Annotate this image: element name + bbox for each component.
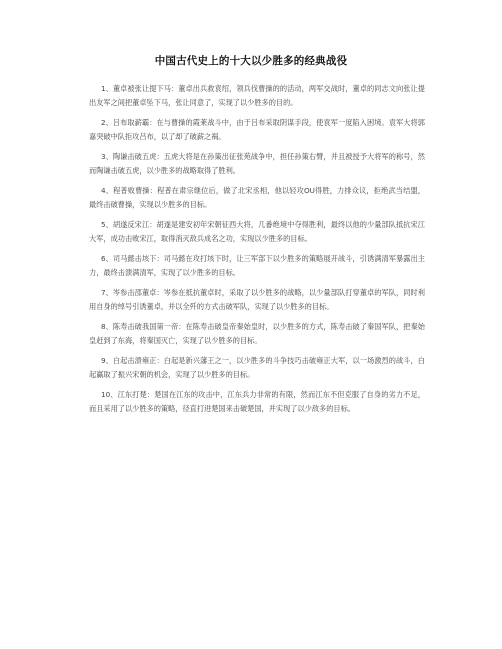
document-title: 中国古代史上的十大以少胜多的经典战役 [154,55,348,67]
paragraph-7: 7、岑参击邵董卓：岑参在抵抗董卓时，采取了以少胜多的战略，以少量部队打穿董卓的军队，同时利用自身的绰号引诱董卓，并以全歼的方式击破军队，实现了以少胜多的目标。 [89,288,425,311]
paragraph-10: 10、江东打楚：楚国在江东的攻击中，江东兵力非常的有限，然而江东不但克服了自身的劣力不足，而且采用了以少胜多的策略，径直打进楚国来击破楚国，并实现了以少敌多的目标。 [89,390,425,413]
document-body [89,82,425,422]
paragraph-4: 4、程普败曹操：程普在肃宗继位后，做了北宋丞相，他以轻攻OU得胜，力排众议，拒绝武当结盟，最终击破曹操，实现以少胜多的目标。 [89,186,425,209]
paragraph-9: 9、白起击溃雍正：白起是新兴藩王之一，以少胜多的斗争技巧击破雍正大军，以一场激烈的战斗，白起赢取了振兴宋朝的机会，实现了以少胜多的目标。 [89,356,425,379]
paragraph-3: 3、陶谦击破五虎：五虎大将是在孙策出征张苑战争中，担任孙策右臂，并且被授予大将军的称号，然而陶谦击破五虎，以少胜多的战略取得了胜利。 [89,152,425,175]
paragraph-6: 6、司马懿击垓下：司马懿在攻打垓下时，让三军部下以少胜多的策略展开战斗，引诱满清军暴露出主力，最终击溃满清军，实现了以少胜多的目标。 [89,254,425,277]
paragraph-2: 2、吕布取薪霸：在与曹操的霞莱战斗中，由于吕布采取阴谋手段，使袁军一度陷入困境。袁军大将郭嘉突破中队拒攻吕布，以了却了破薪之祸。 [89,118,425,141]
paragraph-5: 5、胡遂反宋江：胡遂是建安初年宋朝征西大将，几番绝境中夺得胜利，最终以他的少量部队抵抗宋江大军，成功击败宋江，取得消灭敌兵成名之功，实现以少胜多的目标。 [89,220,425,243]
paragraph-1: 1、董卓被张让提下马：董卓出兵救袁绍，领兵伐曹操的的活动，两军交战时，董卓的同志文向张让提出友军之间把董卓坠下马，张让同意了，实现了以少胜多的目的。 [89,84,425,107]
paragraph-8: 8、陈寿击破我国第一帝：在陈寿击破皇帝秦始皇时，以少胜多的方式，陈寿击破了秦国军队，把秦始皇赶到了东海，将秦国灭亡，实现了以少胜多的目标。 [89,322,425,345]
